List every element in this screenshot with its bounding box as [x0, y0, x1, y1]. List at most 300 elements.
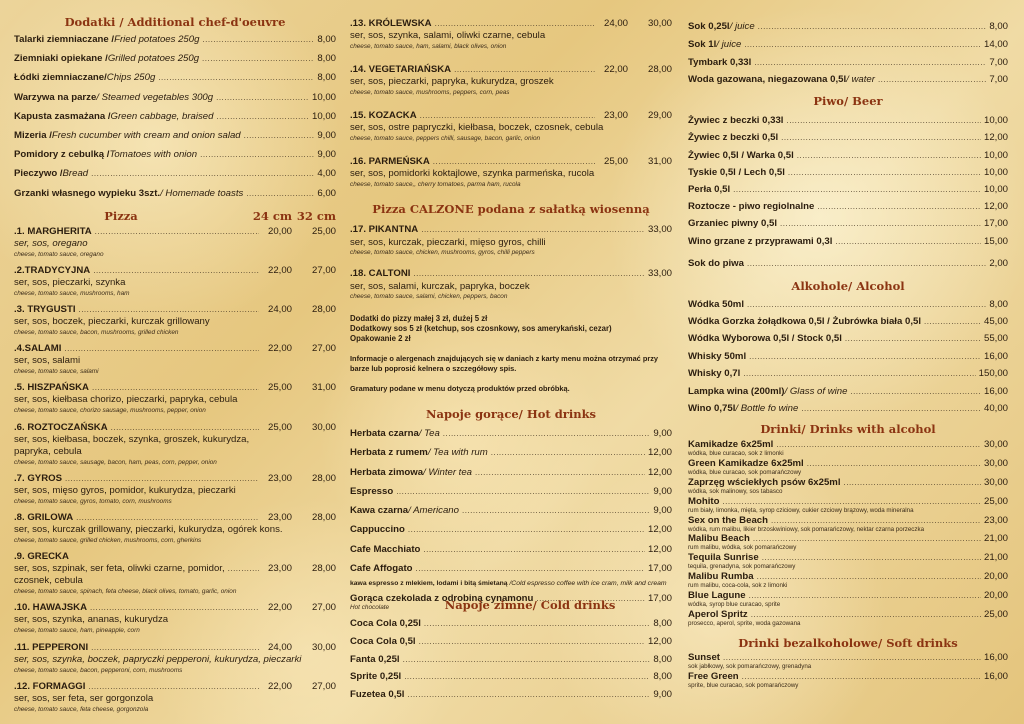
item-name: Sok 0,25l: [688, 21, 730, 32]
leader-dots: [90, 601, 259, 614]
pizza-english-description: cheese, tomato sauce, peppers chilli, sausage, bacon, garlic, onion: [350, 135, 541, 142]
item-name: Grzanki własnego wypieku 3szt.: [14, 187, 161, 199]
leader-dots: [797, 147, 981, 164]
pizza-english-description: cheese, tomato sauce, bacon, mushrooms, grilled chicken: [14, 329, 179, 337]
leader-dots: [747, 296, 986, 313]
leader-dots: [817, 198, 981, 215]
item-name: Grzaniec piwny 0,5l: [688, 218, 778, 230]
item-name: Żywiec 0,5l / Warka 0,5l: [688, 149, 794, 161]
pizza-english-description: cheese, tomato sauce, chorizo sausage, mushrooms, pepper, onion: [14, 407, 206, 415]
note-line: Dodatki do pizzy małej 3 zł, dużej 5 zł: [350, 314, 488, 323]
pizza-name: .1. MARGHERITA: [14, 225, 92, 237]
price-large: 27,00: [311, 680, 336, 692]
item-name: Żywiec z beczki 0,5l: [688, 132, 779, 144]
pizza-description: ser, sos, ostre papryczki, kiełbasa, boczek, czosnek, cebula: [350, 122, 604, 133]
item-price: 10,00: [983, 183, 1008, 195]
price-large: 28,00: [311, 512, 336, 523]
pizza-description: ser, sos, kiełbasa, boczek, szynka, groszek, kukurydza,: [14, 433, 250, 445]
pizza-title: Pizza: [104, 208, 138, 223]
leader-dots: [435, 17, 595, 30]
soft-drinks-list: [688, 652, 1008, 690]
price-small: 22,00: [267, 602, 292, 614]
leader-dots: [64, 342, 259, 355]
menu-item-row: [350, 463, 672, 482]
drink-name: Tequila Sunrise: [688, 552, 759, 564]
calzone-name: .18. CALTONI: [350, 268, 411, 279]
drink-item-row: [688, 671, 1008, 682]
leader-dots: [801, 400, 981, 417]
leader-dots: [744, 36, 981, 54]
leader-dots: [408, 520, 645, 539]
pizza-item-row: [14, 550, 336, 563]
item-price: 16,00: [983, 385, 1008, 397]
leader-dots: [202, 30, 314, 49]
drink-name: Green Kamikadze 6x25ml: [688, 458, 804, 470]
hot-drinks-heading: Napoje gorące/ Hot drinks: [425, 407, 597, 421]
pizza-name: .2.TRADYCYJNA: [14, 264, 91, 276]
pizza-english-description: cheese, tomato sauce, sausage, bacon, ham, peas, corn, pepper, onion: [14, 458, 217, 466]
item-name: Coca Cola 0,25l: [350, 618, 421, 630]
leader-dots: [419, 633, 645, 651]
item-name: Talarki ziemniaczane /: [14, 34, 115, 45]
leader-dots: [244, 126, 315, 145]
item-english-name: Grilled potatoes 250g: [107, 53, 200, 65]
item-name: Woda gazowana, niegazowana 0,5l: [688, 74, 847, 86]
pizza-description: ser, sos, pieczarki, szynka: [14, 276, 126, 288]
pizza-description: ser, sos, pomidorki koktajlowe, szynka parmeńska, rucola: [350, 168, 595, 179]
pizza-english-description: cheese, tomato sauce, salami: [14, 368, 99, 376]
item-price: 10,00: [983, 115, 1008, 127]
pizza-english-description: cheese, tomato sauce, ham, salami, black olives, onion: [350, 43, 507, 50]
item-name: Roztocze - piwo regiolnalne: [688, 201, 815, 213]
drink-price: 25,00: [983, 495, 1008, 507]
pizza-description: ser, sos, szpinak, ser feta, oliwki czarne, pomidor,: [14, 563, 225, 575]
leader-dots: [202, 49, 314, 68]
menu-item-row: [688, 383, 1008, 400]
drink-item-row: [688, 439, 1008, 450]
item-name: Tymbark 0,33l: [688, 56, 752, 68]
item-name: Wódka 50ml: [688, 298, 744, 310]
item-price: 9,00: [653, 485, 672, 497]
pizza-name: .13. KRÓLEWSKA: [350, 18, 432, 29]
alcohol-list: [688, 296, 1008, 418]
leader-dots: [754, 54, 986, 72]
pizza-notes: [350, 314, 672, 344]
item-english-name: / Steamed vegetables 300g: [96, 91, 214, 103]
menu-item-row: [14, 107, 336, 126]
leader-dots: [420, 109, 595, 122]
juice-list: [688, 18, 1008, 89]
price-large: 30,00: [311, 421, 336, 433]
drink-item-row: [688, 477, 1008, 488]
menu-item-row: [350, 482, 672, 501]
menu-item-row: [350, 633, 672, 651]
price-large: 28,00: [647, 64, 672, 75]
item-price: 12,00: [983, 132, 1008, 144]
item-price: 15,00: [983, 235, 1008, 247]
price-small: 23,00: [267, 472, 292, 484]
leader-dots: [403, 651, 651, 669]
item-name: Lampka wina (200ml): [688, 385, 785, 397]
item-name: Łódki ziemniaczane/: [14, 72, 107, 84]
item-english-name: / Homemade toasts: [160, 187, 244, 199]
price-small: 20,00: [267, 225, 292, 237]
price-small: 22,00: [267, 680, 292, 692]
pizza-item-row: [14, 601, 336, 614]
price-large: 27,00: [311, 602, 336, 614]
drink-price: 20,00: [983, 571, 1008, 582]
pizza-english-description: cheese, tomato sauce,, cherry tomatoes, parma ham, rucola: [350, 181, 521, 188]
menu-item-row: [688, 54, 1008, 72]
item-price: 9,00: [653, 505, 672, 517]
pizza-description: ser, sos, ser feta, ser gorgonzola: [14, 692, 154, 704]
item-price: 12,00: [647, 543, 672, 555]
item-price: 12,00: [647, 635, 672, 647]
item-price: 17,00: [983, 218, 1008, 230]
pizza-description: ser, sos, szynka, ananas, kukurydza: [14, 614, 169, 626]
menu-item-row: [688, 348, 1008, 365]
menu-item-row: [350, 668, 672, 686]
beer-heading: Piwo/ Beer: [813, 94, 883, 109]
item-name: Wódka Wyborowa 0,5l / Stock 0,5l: [688, 333, 842, 345]
pizza-english-description: cheese, tomato sauce, mushrooms, peppers, corn, peas: [350, 89, 510, 96]
drink-item-row: [688, 533, 1008, 544]
item-english-name: Fried potatoes 250g: [114, 34, 200, 45]
leader-dots: [753, 533, 981, 544]
calzone-price: 33,00: [647, 268, 672, 279]
price-small: 25,00: [603, 156, 628, 167]
leader-dots: [200, 145, 314, 164]
pizza-name: .10. HAWAJSKA: [14, 602, 88, 614]
menu-item-row: [688, 400, 1008, 417]
item-name: Sprite 0,25l: [350, 671, 402, 683]
pizza-description-2: czosnek, cebula: [14, 575, 83, 587]
pizza-english-description: cheese, tomato sauce, bacon, pepperoni, corn, mushrooms: [14, 666, 183, 674]
drink-name: Aperol Spritz: [688, 608, 748, 620]
item-english-name: / juice: [729, 21, 755, 32]
leader-dots: [723, 652, 981, 663]
item-name: Ziemniaki opiekane /: [14, 53, 108, 65]
menu-item-row: [350, 615, 672, 633]
price-small: 24,00: [267, 641, 292, 653]
item-price: 7,00: [989, 74, 1008, 86]
item-price: 12,00: [647, 524, 672, 536]
calzone-heading: Pizza CALZONE podana z sałatką wiosenną: [372, 202, 650, 216]
drinks-heading: Drinki/ Drinks with alcohol: [760, 422, 936, 437]
leader-dots: [788, 164, 981, 181]
leader-dots: [65, 472, 259, 485]
pizza-english-description: cheese, tomato sauce, ham, pineapple, corn: [14, 627, 140, 635]
drink-ingredients: rum malibu, coca-cola, sok z limonki: [688, 582, 788, 589]
pizza-item-row: [350, 63, 672, 76]
price-large: 25,00: [311, 225, 336, 237]
item-english-name: / Tea: [418, 428, 440, 439]
item-name: Cafe Affogato: [350, 563, 413, 575]
pizza-item-row: [14, 381, 336, 394]
menu-item-row: [350, 501, 672, 520]
drink-item-row: [688, 652, 1008, 663]
item-name: Cafe Macchiato: [350, 543, 421, 555]
pizza-item-row: [14, 303, 336, 316]
pizza-name: .4.SALAMI: [14, 343, 62, 355]
item-name: Warzywa na parze: [14, 91, 97, 103]
calzone-description: ser, sos, salami, kurczak, papryka, boczek: [350, 281, 530, 292]
item-price: 150,00: [978, 368, 1008, 380]
menu-item-row: [688, 112, 1008, 129]
item-price: 12,00: [647, 447, 672, 459]
price-small: 25,00: [267, 421, 292, 433]
pizza-desc-row: [14, 563, 336, 575]
item-price: 6,00: [317, 187, 336, 199]
price-small: 23,00: [267, 563, 292, 575]
item-price: 55,00: [983, 333, 1008, 345]
item-name: Coca Cola 0,5l: [350, 635, 416, 647]
drink-ingredients: rum biały, limonka, mięta, syrop cziciowy, cukier czciowy brązowy, woda mineralna: [688, 506, 914, 514]
price-small: 25,00: [267, 382, 292, 394]
item-english-name: / Americano: [408, 505, 459, 517]
item-price: 8,00: [653, 671, 672, 683]
price-large: 31,00: [311, 382, 336, 394]
drink-price: 25,00: [983, 608, 1008, 620]
menu-item-row: [14, 164, 336, 183]
item-english-name: Bread: [62, 168, 89, 180]
price-small: 22,00: [267, 264, 292, 276]
leader-dots: [246, 184, 314, 203]
item-name: Whisky 0,7l: [688, 368, 741, 380]
leader-dots: [88, 680, 259, 693]
item-name: Mizeria /: [14, 129, 52, 141]
pizza-size-small: 24 cm: [252, 208, 292, 223]
item-english-name: / Tea with rum: [427, 447, 488, 459]
pizza-item-row: [14, 511, 336, 524]
leader-dots: [758, 18, 987, 36]
leader-dots: [491, 443, 645, 462]
pizza-description: ser, sos, salami: [14, 355, 81, 367]
item-price: 8,00: [317, 53, 336, 65]
menu-item-row: [350, 443, 672, 462]
drink-item-row: [688, 590, 1008, 601]
price-large: 27,00: [311, 264, 336, 276]
item-name: Herbata z rumem: [350, 447, 428, 459]
leader-dots: [158, 68, 314, 87]
menu-item-row: [688, 215, 1008, 232]
item-english-name: / Bottle fo wine: [735, 403, 799, 415]
item-name: Kawa czarna: [350, 505, 409, 517]
leader-dots: [216, 88, 309, 107]
menu-item-row: [14, 68, 336, 87]
item-name: Fanta 0,25l: [350, 653, 400, 665]
drink-price: 20,00: [983, 589, 1008, 601]
item-english-name: Chips 250g: [106, 72, 156, 84]
leader-dots: [454, 63, 595, 76]
calzone-list: [350, 222, 672, 300]
item-price: 8,00: [653, 618, 672, 630]
price-large: 29,00: [647, 110, 672, 121]
pizza-name: .8. GRILOWA: [14, 512, 74, 523]
item-price: 8,00: [989, 21, 1008, 32]
item-price: 9,00: [317, 149, 336, 161]
drink-item-row: [688, 571, 1008, 582]
leader-dots: [807, 458, 981, 469]
hot-drinks-list: [350, 424, 672, 578]
drink-price: 23,00: [983, 514, 1008, 526]
note-line: Opakowanie 2 zł: [350, 334, 411, 343]
item-name: Gorąca czekolada z odrobiną cynamonu: [350, 593, 534, 605]
leader-dots: [743, 365, 975, 382]
drink-price: 16,00: [983, 671, 1008, 683]
item-price: 40,00: [983, 403, 1008, 415]
drink-ingredients: sok jabłkowy, sok pomarańczowy, grenadyna: [688, 663, 812, 671]
soft-drinks-heading: Drinki bezalkoholowe/ Soft drinks: [738, 636, 958, 651]
drink-ingredients: prosecco, aperol, sprite, woda gazowana: [688, 619, 801, 627]
item-name: Whisky 50ml: [688, 350, 747, 362]
menu-item-row: [350, 686, 672, 704]
price-small: 22,00: [603, 64, 628, 75]
leader-dots: [424, 615, 650, 633]
item-name: Espresso: [350, 485, 394, 497]
leader-dots: [878, 71, 986, 89]
leader-dots: [749, 348, 981, 365]
beer-list: [688, 112, 1008, 250]
leader-dots: [78, 303, 259, 316]
pizza-description: ser, sos, oregano: [14, 237, 88, 249]
pizza-english-description: cheese, tomato sauce, gyros, tomato, corn, mushrooms: [14, 497, 172, 505]
drink-price: 30,00: [983, 439, 1008, 451]
item-price: 17,00: [647, 563, 672, 575]
pizza-name: .3. TRYGUSTI: [14, 304, 76, 316]
menu-item-row: [350, 651, 672, 669]
item-price: 7,00: [989, 56, 1008, 68]
menu-item-row: [688, 147, 1008, 164]
menu-item-row: [350, 540, 672, 559]
leader-dots: [413, 266, 645, 281]
additions-list: [14, 30, 336, 203]
menu-item-row: [688, 71, 1008, 89]
pizza-english-description: cheese, tomato sauce, oregano: [14, 250, 104, 258]
drink-ingredients: wódka, syrop blue curacao, sprite: [688, 600, 781, 608]
pizza-name: .16. PARMEŃSKA: [350, 156, 430, 167]
leader-dots: [462, 501, 650, 520]
pizza-name: .5. HISZPAŃSKA: [14, 382, 89, 394]
leader-dots: [733, 181, 981, 198]
leader-dots: [757, 571, 981, 582]
calzone-english-description: cheese, tomato sauce, chicken, mushrooms, gyros, chilli peppers: [350, 249, 535, 256]
pizza-item-row: [14, 421, 336, 434]
pizza-english-description: cheese, tomato sauce, grilled chicken, mushrooms, corn, gherkins: [14, 537, 202, 544]
menu-item-row: [350, 520, 672, 539]
menu-item-row: [14, 49, 336, 68]
leader-dots: [93, 264, 259, 277]
calzone-item-row: [350, 222, 672, 237]
pizza-item-row: [350, 109, 672, 122]
leader-dots: [91, 641, 259, 654]
drink-item-row: [688, 458, 1008, 469]
pizza-item-row: [14, 472, 336, 485]
menu-item-row: [688, 36, 1008, 54]
menu-item-row: [688, 233, 1008, 250]
price-small: 23,00: [603, 110, 628, 121]
item-price: 45,00: [983, 316, 1008, 328]
item-english-name: / water: [846, 74, 875, 86]
leader-dots: [786, 112, 981, 129]
item-english-name: / Winter tea: [423, 466, 473, 478]
menu-item-row: [688, 198, 1008, 215]
pizza-name: .9. GRECKA: [14, 551, 69, 563]
drink-price: 16,00: [983, 652, 1008, 664]
pizza-list: [14, 225, 336, 714]
alcohol-heading: Alkohole/ Alcohol: [791, 278, 905, 293]
item-name: Wino 0,75l: [688, 403, 736, 415]
drink-price: 30,00: [983, 458, 1008, 470]
item-price: 10,00: [311, 110, 336, 122]
menu-item-row: [350, 559, 672, 578]
item-name: Fuzetea 0,5l: [350, 688, 405, 700]
pizza-size-large: 32 cm: [296, 208, 336, 223]
leader-dots: [722, 496, 981, 507]
menu-item-row: [14, 30, 336, 49]
menu-item-row: [688, 313, 1008, 330]
leader-dots: [396, 482, 650, 501]
item-english-name: / juice: [716, 38, 742, 50]
pizza-name: .12. FORMAGGI: [14, 680, 86, 692]
leader-dots: [228, 563, 259, 575]
leader-dots: [762, 552, 981, 563]
pizza-english-description: cheese, tomato sauce, feta cheese, gorgonzola: [14, 705, 149, 713]
beer-juice-row: [688, 258, 1008, 275]
item-price: 8,00: [989, 298, 1008, 310]
leader-dots: [76, 511, 259, 524]
pizza-list-continued: [350, 17, 672, 189]
item-price: 2,00: [989, 257, 1008, 269]
menu-column-right: [688, 0, 1008, 724]
calzone-name: .17. PIKANTNA: [350, 224, 419, 235]
item-name: Żywiec z beczki 0,33l: [688, 115, 784, 127]
price-large: 28,00: [311, 472, 336, 484]
leader-dots: [781, 129, 981, 146]
menu-column-middle: [350, 0, 672, 724]
pizza-name: .7. GYROS: [14, 472, 62, 484]
pizza-english-description: cheese, tomato sauce, spinach, feta cheese, black olives, tomato, garlic, onion: [14, 588, 237, 596]
pizza-description: ser, sos, kiełbasa chorizo, pieczarki, papryka, cebula: [14, 394, 238, 406]
pizza-english-description: cheese, tomato sauce, mushrooms, ham: [14, 289, 130, 297]
item-name: Herbata czarna: [350, 428, 419, 439]
item-name: Wódka Gorzka żołądkowa 0,5l / Żubrówka biała 0,5l: [688, 316, 921, 328]
drink-item-row: [688, 496, 1008, 507]
drink-name: Sex on the Beach: [688, 514, 768, 526]
drink-ingredients: wódka, sok malinowy, sos tabasco: [688, 488, 783, 496]
menu-item-row: [688, 330, 1008, 347]
leader-dots: [845, 330, 981, 347]
item-english-name: / Glass of wine: [784, 385, 848, 397]
additions-heading: Dodatki / Additional chef-d'oeuvre: [64, 15, 286, 29]
price-large: 30,00: [311, 641, 336, 653]
leader-dots: [835, 233, 981, 250]
item-english-name: Fresh cucumber with cream and onion salad: [51, 129, 241, 141]
drinks-list: [688, 439, 1008, 627]
drink-name: Malibu Beach: [688, 533, 750, 545]
leader-dots: [475, 463, 645, 482]
price-small: 23,00: [267, 512, 292, 523]
price-small: 24,00: [603, 18, 628, 29]
leader-dots: [780, 215, 981, 232]
item-price: 16,00: [983, 350, 1008, 362]
item-name: Cappuccino: [350, 524, 405, 536]
item-price: 4,00: [317, 168, 336, 180]
leader-dots: [407, 686, 650, 704]
leader-dots: [421, 222, 645, 237]
pizza-name: .14. VEGETARIAŃSKA: [350, 64, 452, 75]
item-name: Kapusta zasmażana /: [14, 110, 111, 122]
